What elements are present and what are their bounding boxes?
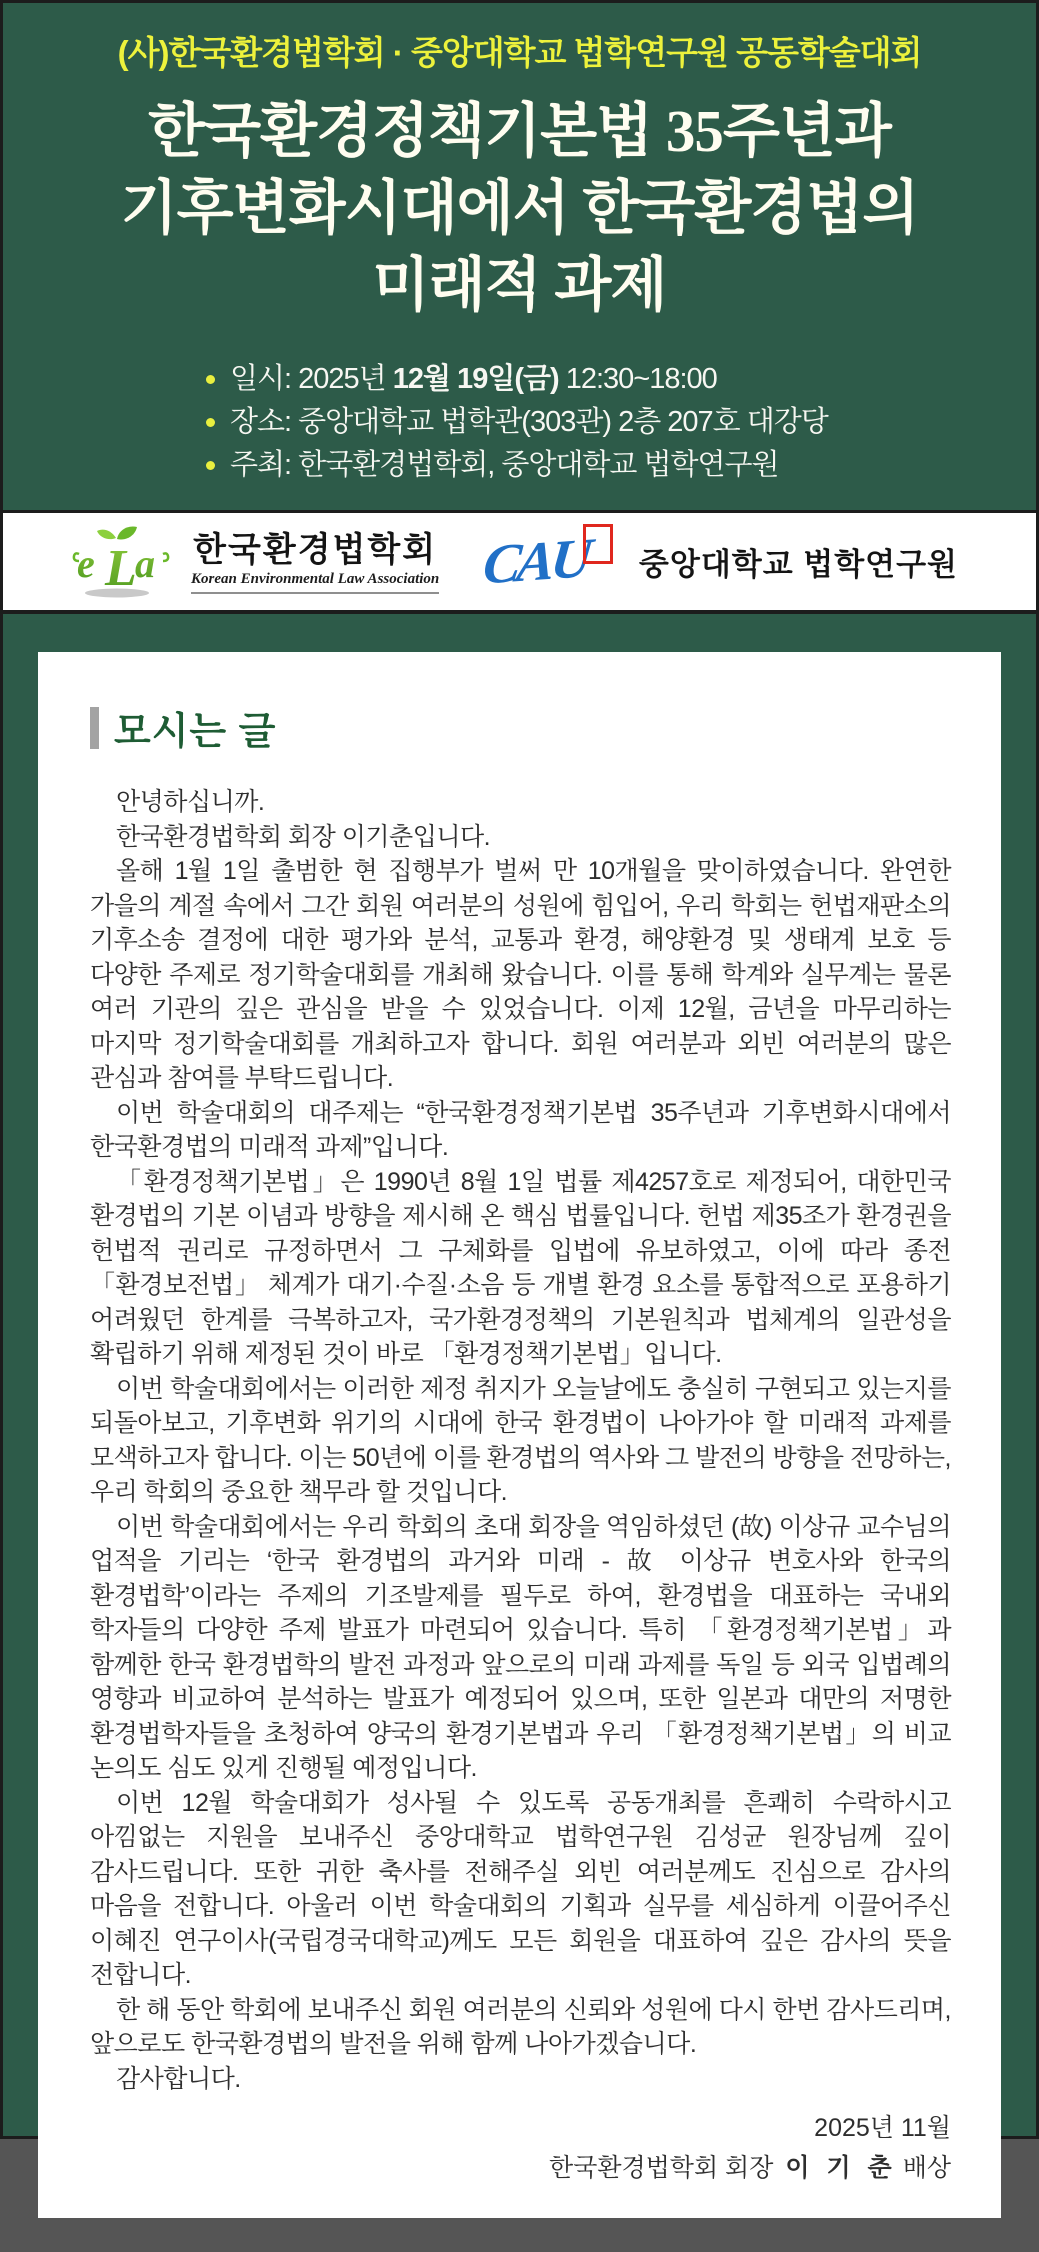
event-date-pre: 일시: 2025년 [230, 363, 393, 395]
cau-mark [479, 526, 613, 597]
cau-red-box-icon [583, 524, 613, 564]
letter-paragraph: 한 해 동안 학회에 보내주신 회원 여러분의 신뢰와 성원에 다시 한번 감사드리며, 앞으로도 한국환경법의 발전을 위해 함께 나아가겠습니다. [90, 1995, 951, 2058]
kela-ela-logo-icon [71, 523, 171, 601]
letter-paragraph: 이번 학술대회의 대주제는 “한국환경정책기본법 35주년과 기후변화시대에서 한국환경법의 미래적 과제”입니다. [90, 1098, 951, 1161]
bullet-dot-icon [206, 418, 215, 427]
title-line-1: 한국환경정책기본법 35주년과 [148, 98, 891, 164]
letter-paragraph: 감사합니다. [116, 2064, 241, 2093]
letter-heading-text: 모시는 글 [114, 711, 277, 753]
event-place-item [206, 401, 1036, 444]
event-date-bold: 12월 19일(금) [392, 363, 559, 395]
event-date-text [230, 358, 717, 401]
hero-section [3, 3, 1036, 510]
logo-band [3, 510, 1036, 614]
bullet-dot-icon [206, 375, 215, 384]
letter-paragraph: 안녕하십니까. [116, 788, 265, 816]
signature-suffix: 배상 [902, 2154, 951, 2182]
hero-subtitle: (사)한국환경법학회 · 중앙대학교 법학연구원 공동학술대회 [117, 34, 922, 71]
kela-name-english: Korean Environmental Law Association [191, 570, 440, 587]
cau-logo-group [479, 526, 958, 597]
letter-paragraph: 한국환경법학회 회장 이기춘입니다. [116, 822, 491, 851]
letter-paragraph: 「환경정책기본법」은 1990년 8월 1일 법률 제4257호로 제정되어, 대한민국 환경법의 기본 이념과 방향을 제시해 온 핵심 법률입니다. 헌법 제35조가 환경권을 헌법적 권리로 규정하면서 그 구체화를 입법에 유보하였고, 이에 따라 종전 「환경보전법」 체계가 대기·수질·소음 등 개별 환경 요소를 통합적으로 포용하기 어려웠던 한계를 극복하고자, 국가환경정책의 기본원칙과 법체계의 일관성을 확립하기 위해 제정된 것이 바로 「환경정책기본법」입니다. [90, 1167, 951, 1368]
letter-heading [90, 700, 951, 755]
title-line-3: 미래적 과제 [372, 252, 667, 318]
letter-date: 2025년 11월 [814, 2114, 951, 2142]
poster-title [3, 93, 1036, 324]
letter-signature [90, 2148, 951, 2188]
letter-closing [90, 2108, 951, 2188]
signature-role: 한국환경법학회 회장 [549, 2154, 774, 2182]
svg-text:L: L [105, 539, 137, 597]
letter-paragraph: 이번 학술대회에서는 이러한 제정 취지가 오늘날에도 충실히 구현되고 있는지를 되돌아보고, 기후변화 위기의 시대에 한국 환경법이 나아가야 할 미래적 과제를 모색하고자 합니다. 이는 50년에 이를 환경법의 역사와 그 발전의 방향을 전망하는, 우리 학회의 중요한 책무라 할 것입니다. [90, 1374, 951, 1506]
svg-text:e: e [77, 540, 95, 586]
cau-logotype: CAU [479, 526, 591, 597]
heading-bar-icon [90, 707, 99, 749]
kela-name-korean: 한국환경법학회 [193, 530, 438, 569]
signature-name: 이 기 춘 [785, 2154, 897, 2182]
kela-logo-group [71, 523, 439, 601]
letter-paragraph: 이번 학술대회에서는 우리 학회의 초대 회장을 역임하셨던 (故) 이상규 교수님의 업적을 기리는 ‘한국 환경법의 과거와 미래 - 故 이상규 변호사와 한국의 환경법학’이라는 주제의 기조발제를 필두로 하여, 환경법을 대표하는 국내외 학자들의 다양한 주제 발표가 마련되어 있습니다. 특히 「환경정책기본법」과 함께한 한국 환경법학의 발전 과정과 앞으로의 미래 과제를 독일 등 외국 입법례의 영향과 비교하여 분석하는 발표가 예정되어 있으며, 또한 일본과 대만의 저명한 환경법학자들을 초청하여 양국의 환경기본법과 우리 「환경정책기본법」의 비교 논의도 심도 있게 진행될 예정입니다. [90, 1512, 951, 1782]
kela-logo-text [191, 530, 439, 594]
event-date-post: 12:30~18:00 [558, 363, 717, 395]
cau-name-korean: 중앙대학교 법학연구원 [638, 547, 958, 582]
letter-card [38, 652, 1001, 2218]
event-date-item [206, 358, 1036, 401]
event-info-list [206, 358, 1036, 487]
title-line-2: 기후변화시대에서 한국환경법의 [120, 175, 919, 241]
svg-text:a: a [135, 540, 155, 586]
bullet-dot-icon [206, 461, 215, 470]
event-host-item [206, 444, 1036, 487]
letter-paragraph: 이번 12월 학술대회가 성사될 수 있도록 공동개최를 흔쾌히 수락하시고 아낌없는 지원을 보내주신 중앙대학교 법학연구원 김성균 원장님께 깊이 감사드립니다. 또한 귀한 축사를 전해주실 외빈 여러분께도 진심으로 감사의 마음을 전합니다. 아울러 이번 학술대회의 기획과 실무를 세심하게 이끌어주신 이혜진 연구이사(국립경국대학교)께도 모든 회원을 대표하여 깊은 감사의 뜻을 전합니다. [90, 1788, 951, 1989]
event-place-text: 장소: 중앙대학교 법학관(303관) 2층 207호 대강당 [230, 406, 828, 438]
letter-section [3, 614, 1036, 2252]
letter-paragraph: 올해 1월 1일 출범한 현 집행부가 벌써 만 10개월을 맞이하였습니다. 완연한 가을의 계절 속에서 그간 회원 여러분의 성원에 힘입어, 우리 학회는 헌법재판소의 기후소송 결정에 대한 평가와 분석, 교통과 환경, 해양환경 및 생태계 보호 등 다양한 주제로 정기학술대회를 개최해 왔습니다. 이를 통해 학계와 실무계는 물론 여러 기관의 깊은 관심을 받을 수 있었습니다. 이제 12월, 금년을 마무리하는 마지막 정기학술대회를 개최하고자 합니다. 회원 여러분과 외빈 여러분의 많은 관심과 참여를 부탁드립니다. [90, 857, 951, 1092]
letter-body [90, 785, 951, 2096]
event-host-text: 주최: 한국환경법학회, 중앙대학교 법학연구원 [230, 449, 779, 481]
